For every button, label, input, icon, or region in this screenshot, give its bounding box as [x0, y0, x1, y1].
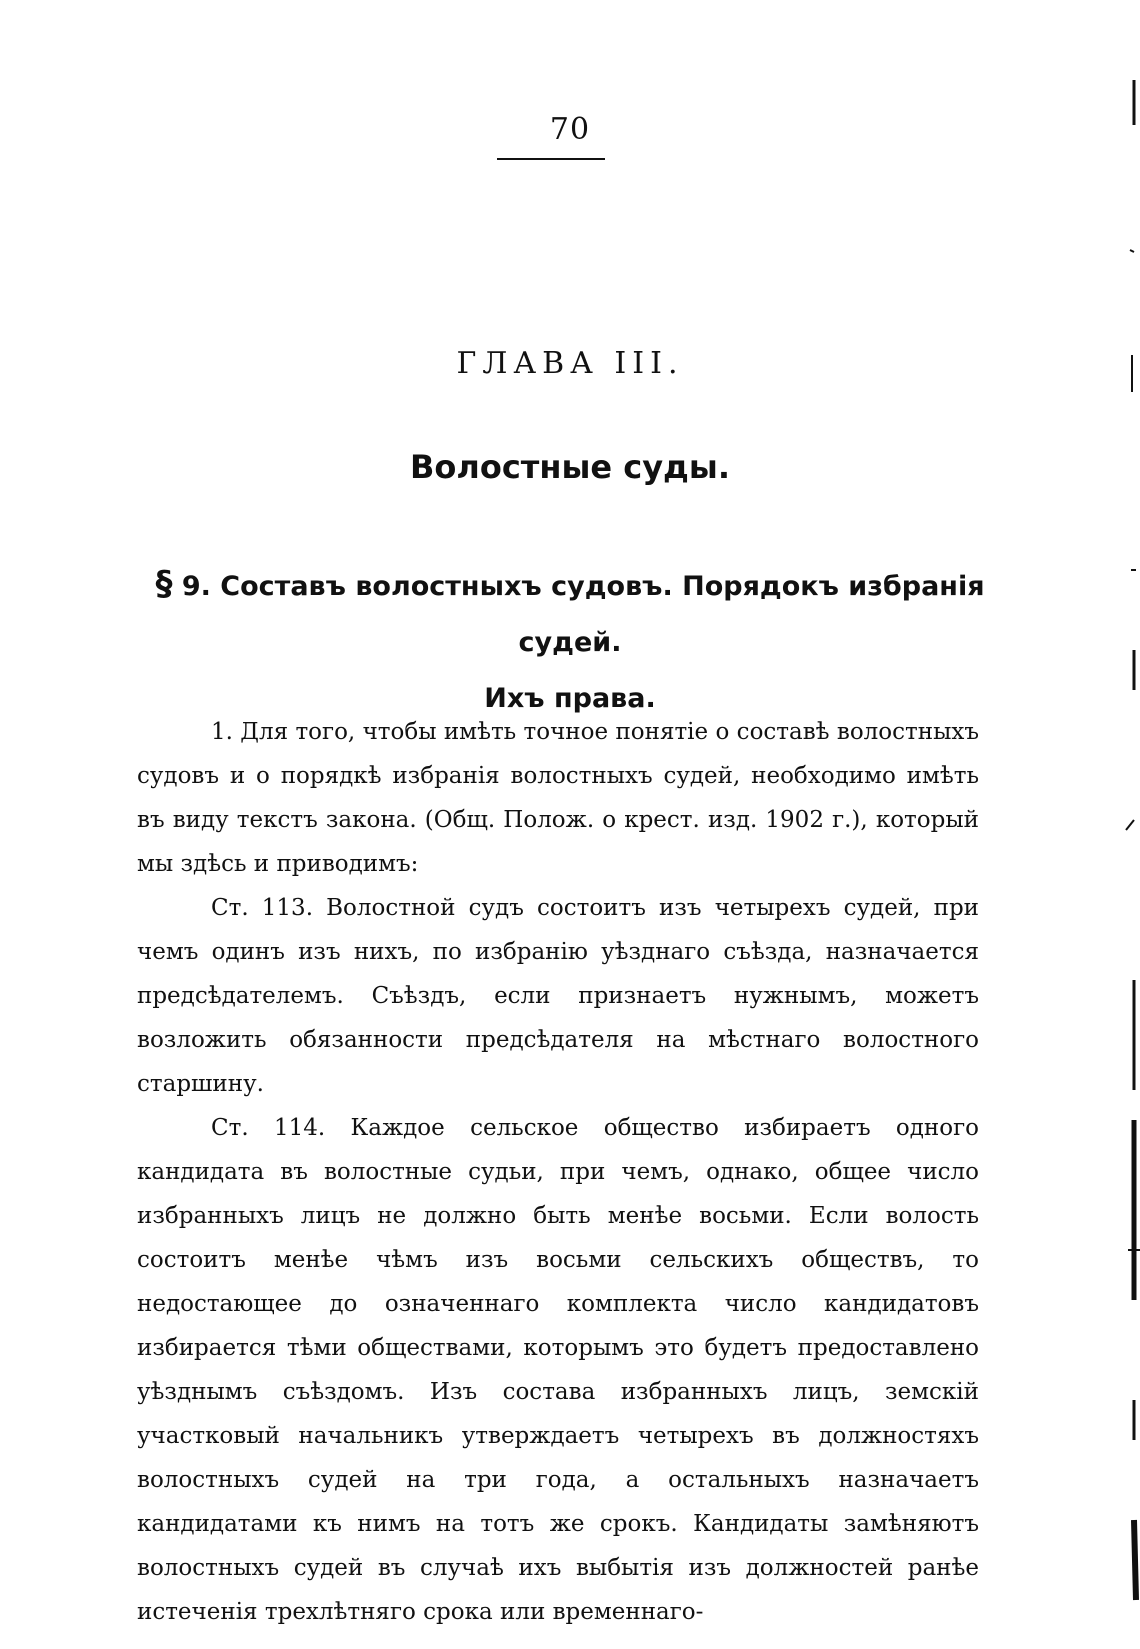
section-heading	[120, 556, 1020, 727]
paragraph-intro: 1. Для того, чтобы имѣть точное понятіе о составѣ волостныхъ судовъ и о порядкѣ избранія волостныхъ судей, необходимо имѣть въ виду текстъ закона. (Общ. Полож. о крест. изд. 1902 г.), который мы здѣсь и приводимъ:	[137, 719, 979, 877]
chapter-heading: ГЛАВА III.	[456, 346, 684, 381]
section-heading-text: 9. Составъ волостныхъ судовъ. Порядокъ избранія судей.	[181, 571, 985, 658]
paragraph-article-114: Ст. 114. Каждое сельское общество избираетъ одного кандидата въ волостные судьи, при чемъ, однако, общее число избранныхъ лицъ не должно быть менѣе восьми. Если волость состоитъ менѣе чѣмъ изъ восьми сельскихъ обществъ, то недостающее до означеннаго комплекта число кандидатовъ избирается тѣми обществами, которымъ это будетъ предоставлено уѣзднымъ съѣздомъ. Изъ состава избранныхъ лицъ, земскій участковый начальникъ утверждаетъ четырехъ въ должностяхъ волостныхъ судей на три года, а остальныхъ назначаетъ кандидатами къ нимъ на тотъ же срокъ. Кандидаты замѣняютъ волостныхъ судей въ случаѣ ихъ выбытія изъ должностей ранѣе истеченія трехлѣтняго срока или временнаго-	[137, 1115, 979, 1625]
page-number: 70	[549, 112, 591, 147]
section-heading-line-2: Ихъ права.	[484, 683, 656, 714]
body-text	[137, 710, 979, 1634]
paragraph-article-113: Ст. 113. Волостной судъ состоитъ изъ четырехъ судей, при чемъ одинъ изъ нихъ, по избранію уѣзднаго съѣзда, назначается предсѣдателемъ. Съѣздъ, если признаетъ нужнымъ, можетъ возложить обязанности предсѣдателя на мѣстнаго волостного старшину.	[137, 895, 979, 1097]
section-sign: §	[155, 564, 173, 604]
scan-edge-marks	[1104, 0, 1140, 1649]
chapter-title: Волостные суды.	[410, 448, 730, 486]
section-heading-line-1	[120, 556, 1020, 671]
page-number-rule	[497, 158, 605, 160]
